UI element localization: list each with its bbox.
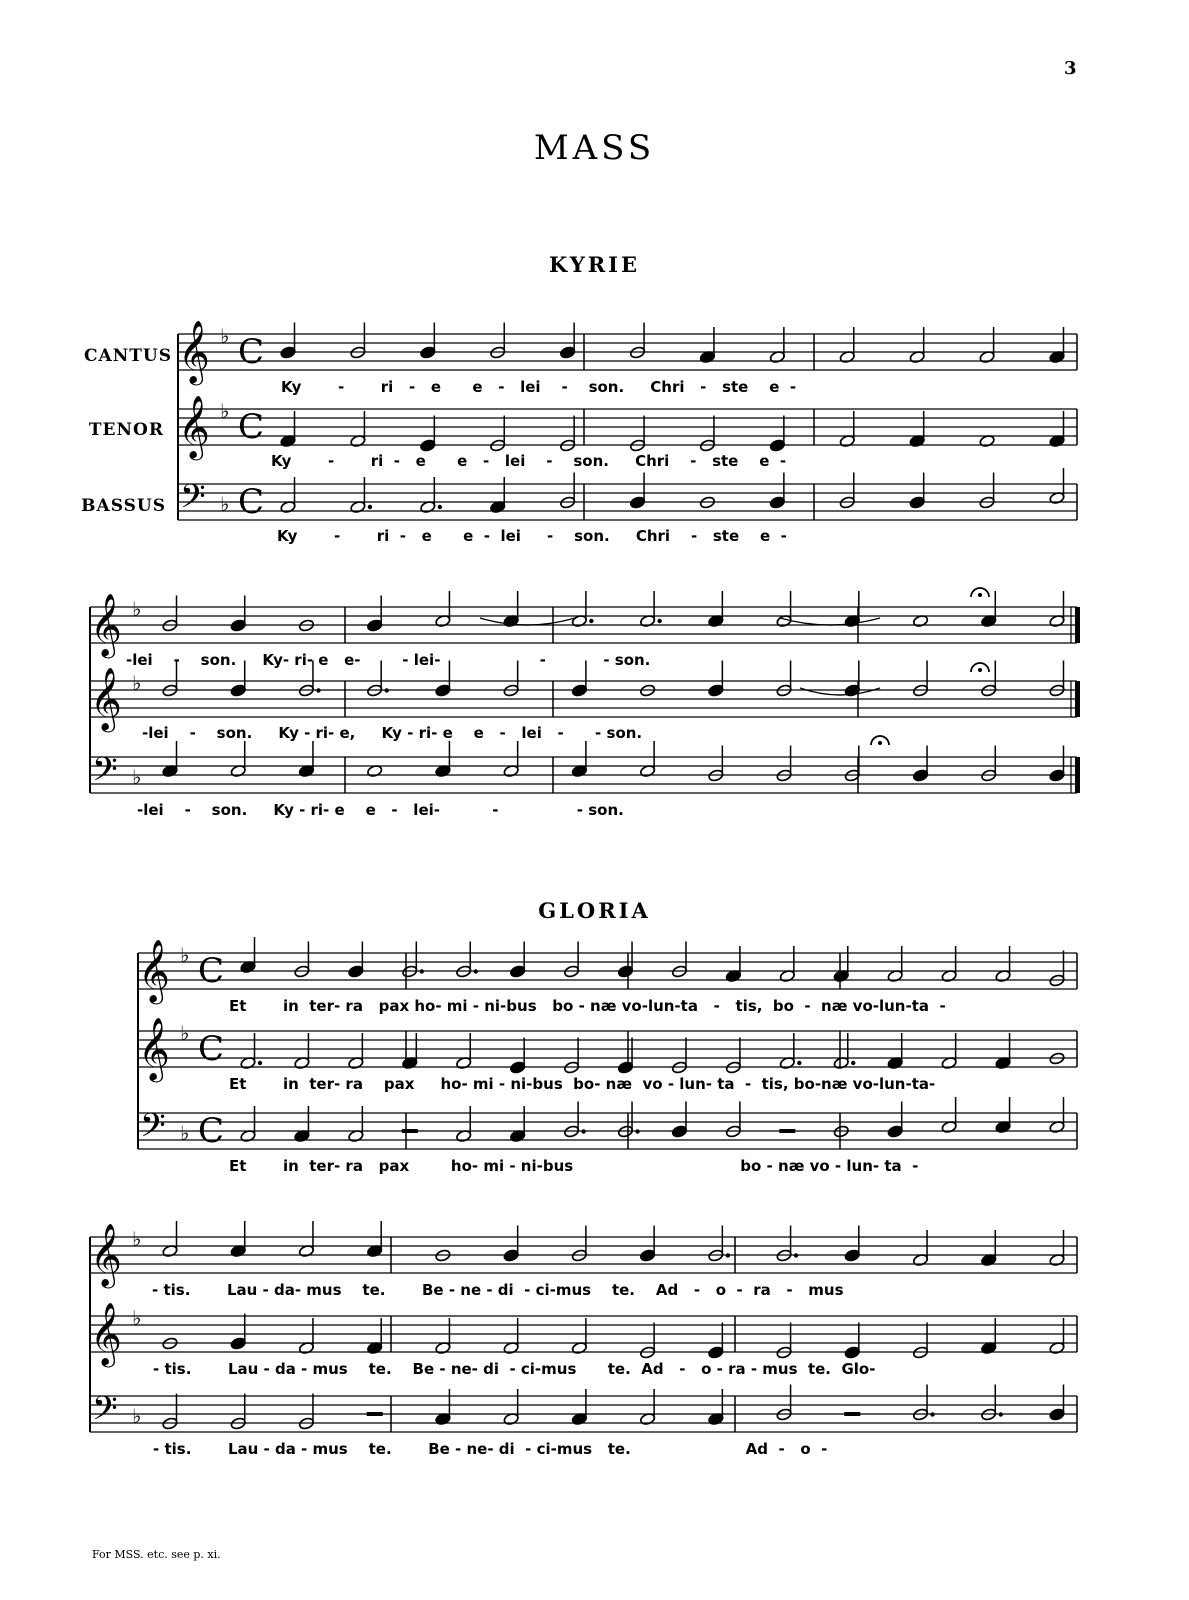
note-head <box>617 1061 633 1074</box>
voice-label-cantus: CANTUS <box>83 346 172 366</box>
note-dot <box>930 1412 934 1416</box>
note-head <box>230 619 246 632</box>
time-signature: C <box>238 332 265 372</box>
treble-clef: 𝄞 <box>178 320 210 383</box>
lyrics-system3-cantus: Et in ter- ra pax ho- mi - ni-bus bo - næ vo-lun-ta - tis, bo - næ vo-lun-ta - <box>229 997 946 1015</box>
flat-sign: ♭ <box>220 324 230 348</box>
voice-label-bassus: BASSUS <box>81 496 166 516</box>
lyrics-system1-cantus: Ky - ri - e e - lei - son. Chri - ste e - <box>281 378 797 396</box>
note-dot <box>258 1061 262 1065</box>
note-dot <box>851 1061 855 1065</box>
note-head <box>348 965 364 978</box>
note-dot <box>999 1412 1003 1416</box>
voice-label-tenor: TENOR <box>88 420 164 440</box>
note-head <box>503 1249 519 1262</box>
tie <box>480 618 575 625</box>
final-bar-line <box>1075 757 1080 793</box>
rest <box>779 1129 795 1133</box>
lyrics-system4-tenor: - tis. Lau - da - mus te. Be - ne- di - ci-mus te. Ad - o - ra - mus te. Glo- <box>153 1360 876 1378</box>
flat-sign: ♭ <box>132 1227 142 1251</box>
lyrics-system3-bassus: Et in ter- ra pax ho- mi - ni-bus bo - næ vo - lun- ta - <box>229 1157 919 1175</box>
rest <box>844 1412 860 1416</box>
tie <box>780 618 880 625</box>
note-head <box>769 439 785 452</box>
flat-sign: ♭ <box>180 1021 190 1045</box>
flat-sign: ♭ <box>180 943 190 967</box>
note-dot <box>635 1129 639 1133</box>
note-head <box>420 439 436 452</box>
note-head <box>571 684 587 697</box>
note-head <box>1049 1408 1065 1421</box>
final-bar-line <box>1075 681 1080 717</box>
note-dot <box>726 1253 730 1257</box>
note-dot <box>384 688 388 692</box>
final-bar-line <box>1075 607 1080 643</box>
treble-clef: 𝄞 <box>138 939 170 1002</box>
lyrics-system2-bassus: -lei - son. Ky - ri- e e - lei- - - son. <box>137 801 624 819</box>
note-head <box>510 965 526 978</box>
treble-clef: 𝄞 <box>138 1017 170 1080</box>
note-head <box>617 965 633 978</box>
note-head <box>912 769 928 782</box>
bass-clef: 𝄢 <box>140 1107 166 1153</box>
page-title: MASS <box>533 128 656 168</box>
treble-clef: 𝄞 <box>90 667 122 730</box>
lyrics-system4-cantus: - tis. Lau - da- mus te. Be - ne - di - ci-mus te. Ad - o - ra - mus <box>152 1281 844 1299</box>
page-number: 3 <box>1064 58 1077 79</box>
bass-clef: 𝄢 <box>92 751 118 797</box>
note-head <box>280 346 296 359</box>
note-head <box>887 1125 903 1138</box>
note-dot <box>474 969 478 973</box>
gloria-heading: GLORIA <box>538 898 651 923</box>
note-head <box>367 619 383 632</box>
note-head <box>510 1061 526 1074</box>
footnote: For MSS. etc. see p. xi. <box>92 1548 221 1561</box>
time-signature: C <box>198 951 225 991</box>
flat-sign: ♭ <box>220 399 230 423</box>
flat-sign: ♭ <box>220 492 230 516</box>
flat-sign: ♭ <box>132 765 142 789</box>
tie <box>800 688 880 695</box>
flat-sign: ♭ <box>132 1306 142 1330</box>
lyrics-system1-bassus: Ky - ri - e e - lei - son. Chri - ste e - <box>277 527 787 545</box>
note-head <box>769 496 785 509</box>
lyrics-system2-cantus: -lei - son. Ky- ri- e e- - lei- - - son. <box>126 651 651 669</box>
fermata-dot <box>978 593 982 597</box>
note-head <box>230 684 246 697</box>
treble-clef: 𝄞 <box>90 1302 122 1365</box>
lyrics-system3-tenor: Et in ter- ra pax ho- mi - ni-bus bo- næ vo - lun- ta - tis, bo-næ vo-lun-ta- <box>229 1075 936 1093</box>
rest <box>402 1129 418 1133</box>
note-head <box>844 1346 860 1359</box>
treble-clef: 𝄞 <box>90 1223 122 1286</box>
treble-clef: 𝄞 <box>90 593 122 656</box>
fermata-dot <box>978 668 982 672</box>
note-head <box>230 1337 246 1350</box>
note-head <box>708 684 724 697</box>
lyrics-system1-tenor: Ky - ri - e e - lei - son. Chri - ste e - <box>271 452 787 470</box>
note-head <box>559 346 575 359</box>
note-dot <box>589 619 593 623</box>
note-head <box>708 1346 724 1359</box>
note-head <box>420 346 436 359</box>
flat-sign: ♭ <box>132 671 142 695</box>
note-dot <box>420 969 424 973</box>
flat-sign: ♭ <box>180 1121 190 1145</box>
note-head <box>671 1125 687 1138</box>
note-dot <box>368 505 372 509</box>
fermata-dot <box>878 741 882 745</box>
time-signature: C <box>238 407 265 447</box>
note-dot <box>316 688 320 692</box>
note-head <box>844 1249 860 1262</box>
flat-sign: ♭ <box>132 597 142 621</box>
note-dot <box>797 1061 801 1065</box>
flat-sign: ♭ <box>132 1404 142 1428</box>
note-dot <box>794 1253 798 1257</box>
note-head <box>1049 769 1065 782</box>
treble-clef: 𝄞 <box>178 395 210 458</box>
time-signature: C <box>198 1111 225 1151</box>
note-dot <box>657 619 661 623</box>
bass-clef: 𝄢 <box>180 478 206 524</box>
time-signature: C <box>198 1029 225 1069</box>
note-dot <box>581 1129 585 1133</box>
lyrics-system4-bassus: - tis. Lau - da - mus te. Be - ne- di - ci-mus te. Ad - o - <box>153 1440 828 1458</box>
time-signature: C <box>238 482 265 522</box>
note-head <box>909 496 925 509</box>
rest <box>367 1412 383 1416</box>
note-head <box>629 496 645 509</box>
bass-clef: 𝄢 <box>92 1390 118 1436</box>
lyrics-system2-tenor: -lei - son. Ky - ri- e, Ky - ri- e e - lei - - son. <box>142 724 643 742</box>
note-head <box>639 1249 655 1262</box>
note-dot <box>438 505 442 509</box>
kyrie-heading: KYRIE <box>549 252 640 277</box>
note-head <box>435 684 451 697</box>
